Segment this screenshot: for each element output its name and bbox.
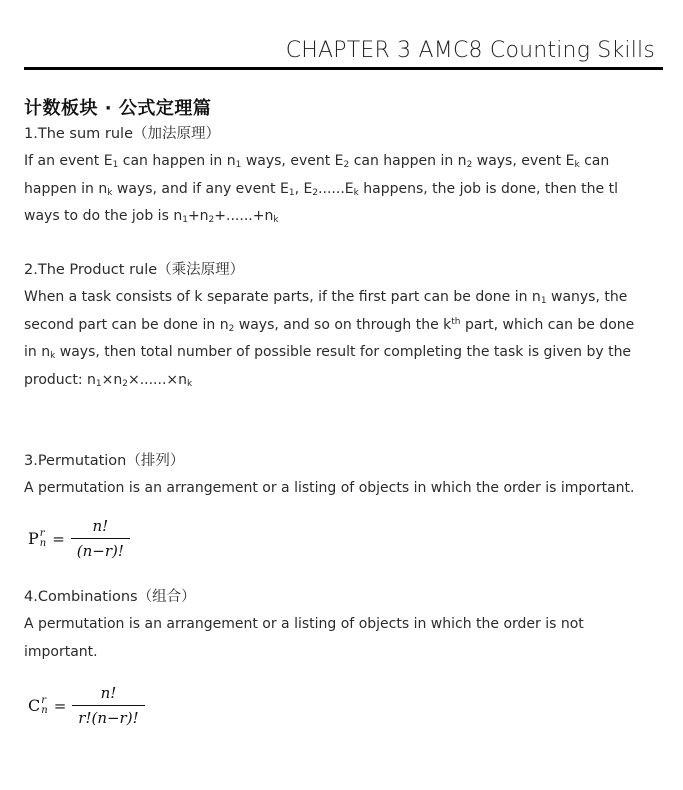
sum-rule-section bbox=[24, 121, 659, 231]
combinations-formula: C r n = $\frac{n!}{r!(n-r)!}$ bbox=[28, 684, 145, 727]
sum-rule-line-3: ways to do the job is $n_1+n_2+......+n_k$ bbox=[24, 208, 279, 225]
product-rule-text bbox=[24, 284, 659, 394]
permutation-fraction bbox=[71, 517, 130, 560]
header-divider bbox=[24, 67, 663, 70]
permutation-formula: P r n = $\frac{n!}{(n-r)!}$ bbox=[28, 517, 130, 560]
product-rule-section bbox=[24, 257, 659, 394]
combinations-line-1: A permutation is an arrangement or a listing of objects in which the order is not bbox=[24, 616, 584, 632]
permutation-numerator: n! bbox=[92, 517, 109, 535]
permutation-section bbox=[24, 448, 659, 503]
combinations-denominator: r!(n−r)! bbox=[72, 705, 144, 727]
product-rule-line-2: second part can be done in $n_2$ ways, and so on through the $k^{th}$ part, which can be done bbox=[24, 316, 635, 334]
sum-rule-text bbox=[24, 148, 659, 231]
combinations-section bbox=[24, 584, 659, 666]
permutation-text: A permutation is an arrangement or a listing of objects in which the order is important. bbox=[24, 480, 635, 496]
combinations-text bbox=[24, 611, 659, 666]
product-rule-line-4: product: $n_1\times n_2\times......\times n_k$ bbox=[24, 371, 193, 389]
product-rule-line-1: When a task consists of k separate parts, if the first part can be done in $n_1$ wanys, the bbox=[24, 289, 628, 306]
combinations-heading: 4.Combinations（组合） bbox=[24, 589, 196, 605]
permutation-heading: 3.Permutation（排列） bbox=[24, 453, 185, 469]
permutation-symbol: P r n bbox=[28, 527, 47, 549]
product-rule-heading: 2.The Product rule（乘法原理） bbox=[24, 262, 245, 278]
combinations-line-2: important. bbox=[24, 643, 98, 660]
chapter-title: CHAPTER 3 AMC8 Counting Skills bbox=[285, 38, 655, 63]
sum-rule-heading: 1.The sum rule（加法原理） bbox=[24, 126, 220, 142]
section-heading: 计数板块 · 公式定理篇 bbox=[24, 98, 212, 119]
combinations-numerator: n! bbox=[100, 684, 117, 702]
sum-rule-line-1: If an event $E_1$ can happen in $n_1$ ways, event $E_2$ can happen in $n_2$ ways, event $E_k$ can bbox=[24, 153, 610, 170]
sum-rule-line-2: happen in $n_k$ ways, and if any event $E_1$, $E_2......E_k$ happens, the job is done, then the tl bbox=[24, 180, 618, 198]
product-rule-line-3: in $n_k$ ways, then total number of possible result for completing the task is given by the bbox=[24, 344, 632, 361]
permutation-denominator: (n−r)! bbox=[71, 538, 130, 560]
combinations-symbol: C r n bbox=[28, 694, 48, 716]
combinations-fraction bbox=[72, 684, 144, 727]
